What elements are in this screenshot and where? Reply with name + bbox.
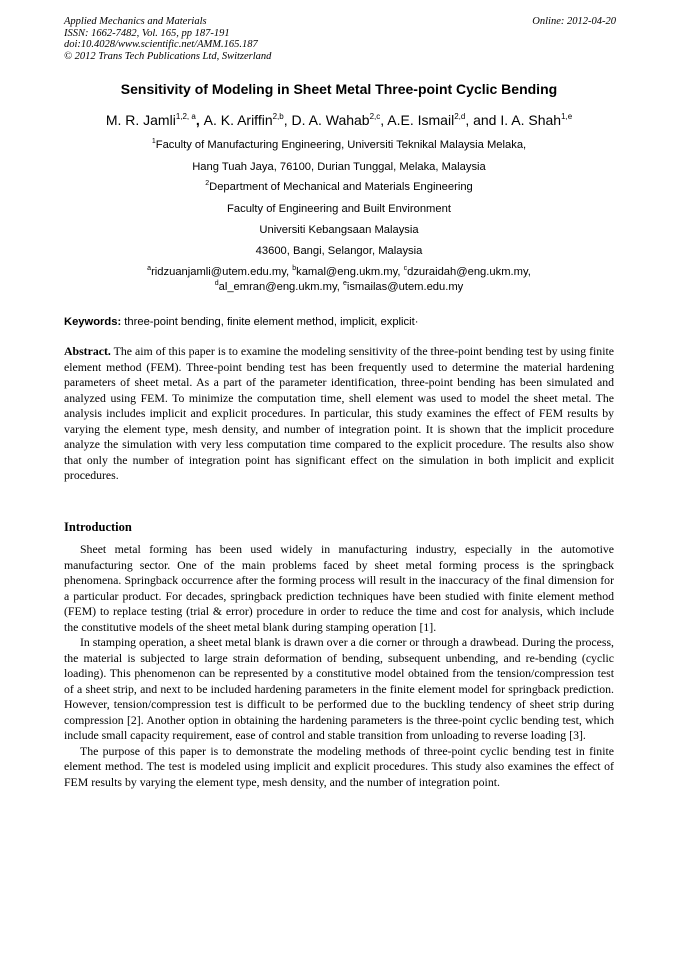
affiliation-2-line-1 — [40, 180, 638, 194]
email-line-2 — [40, 280, 638, 294]
email-mark: b — [292, 265, 297, 272]
author-list — [30, 112, 648, 128]
affiliation-1-line-1 — [40, 138, 638, 152]
email-address[interactable]: al_emran@eng.ukm.my, — [218, 281, 343, 293]
issn-line: ISSN: 1662-7482, Vol. 165, pp 187-191 — [64, 27, 230, 39]
paragraph: In stamping operation, a sheet metal blank is drawn over a die corner or through a drawbead. During the process, the material is subjected to large strain deformation of bending, subsequent unbending, and re-bending (cyclic loading). This phenomenon can be represented by a constitutive model obtained from the tension/compression test of a sheet strip, and next to be included hardening parameters in the finite element model for springback prediction. However, tension/compression test is difficult to be performed due to the buckling tendency of sheet strip during compression [2]. Another option in obtaining the hardening parameters is the three-point cyclic bending test, which include small capacity requirement, ease of control and stable transition from unloading to reverse loading [3]. — [64, 635, 614, 742]
copyright-line: © 2012 Trans Tech Publications Ltd, Switzerland — [64, 50, 272, 62]
affiliation-mark: 2 — [205, 180, 210, 187]
author-affiliation-mark: 2,c — [369, 112, 381, 121]
author-name: D. A. Wahab — [291, 112, 370, 128]
paper-title: Sensitivity of Modeling in Sheet Metal Three-point Cyclic Bending — [120, 81, 558, 97]
affiliation-text: Faculty of Manufacturing Engineering, Universiti Teknikal Malaysia Melaka, — [155, 139, 527, 151]
author-separator: , — [283, 112, 292, 128]
email-line-1 — [40, 265, 638, 279]
abstract-text: The aim of this paper is to examine the modeling sensitivity of the three-point bending test by using finite element method (FEM). Three-point bending test has been frequently used to determine the material hardening parameters of sheet metal. As a part of the parameter identification, three-point bending has been simulated and analyzed using FEM. To minimize the computation time, shell element was used to model the sheet metal. The analysis includes implicit and explicit procedures. In particular, this study examines the effect of FEM results by varying the element type, mesh density, and number of integration point. It is shown that the implicit procedure analyze the simulation with very less computation time compared to the explicit procedure. The results also show that only the number of integration point has significant effect on the simulation in both implicit and explicit procedures. — [64, 344, 614, 483]
paragraph: Sheet metal forming has been used widely in manufacturing industry, especially in the automotive manufacturing sector. One of the main problems faced by sheet metal forming process is the springback phenomena. Springback occurrence after the forming process will result in the inaccuracy of the final dimension for a particular product. For decades, springback prediction techniques have been studied with finite element method (FEM) to replace testing (trial & error) procedure in order to reduce the time and cost for analysis, which include the constitutive models of the sheet metal blank during stamping operation [1]. — [64, 542, 614, 634]
email-mark: c — [403, 265, 408, 272]
affiliation-2-line-4: 43600, Bangi, Selangor, Malaysia — [255, 245, 423, 257]
paragraph: The purpose of this paper is to demonstrate the modeling methods of three-point cyclic bending test in finite element method. The test is modeled using implicit and explicit procedures. This study also examines the effect of FEM results by varying the element type, mesh density, and the number of integration point. — [64, 743, 614, 789]
journal-header — [64, 16, 616, 62]
email-mark: e — [342, 280, 347, 287]
author-name: A. K. Ariffin — [203, 112, 273, 128]
keywords — [64, 316, 624, 328]
journal-name: Applied Mechanics and Materials — [64, 16, 207, 27]
author-name: I. A. Shah — [500, 112, 562, 128]
author-affiliation-mark: 2,b — [272, 112, 284, 121]
keywords-label: Keywords: — [64, 316, 122, 328]
abstract-label: Abstract. — [64, 344, 111, 358]
online-date: Online: 2012-04-20 — [532, 16, 616, 27]
author-name: A.E. Ismail — [387, 112, 455, 128]
affiliation-2-line-2: Faculty of Engineering and Built Environment — [227, 203, 451, 215]
abstract — [64, 344, 614, 484]
email-mark: d — [214, 280, 219, 287]
keywords-text: three-point bending, finite element method, implicit, explicit· — [121, 316, 419, 328]
affiliation-mark: 1 — [151, 138, 156, 145]
author-separator: , — [195, 112, 204, 128]
section-heading-introduction: Introduction — [64, 520, 132, 534]
email-address[interactable]: ridzuanjamli@utem.edu.my, — [151, 266, 293, 278]
affiliation-2-line-3: Universiti Kebangsaan Malaysia — [259, 224, 419, 236]
email-address[interactable]: dzuraidah@eng.ukm.my, — [407, 266, 531, 278]
email-address[interactable]: kamal@eng.ukm.my, — [296, 266, 404, 278]
affiliation-1-line-2: Hang Tuah Jaya, 76100, Durian Tunggal, Melaka, Malaysia — [192, 161, 486, 173]
author-affiliation-mark: 1,2, a — [175, 112, 196, 121]
author-name: M. R. Jamli — [105, 112, 176, 128]
author-affiliation-mark: 1,e — [561, 112, 573, 121]
doi-line: doi:10.4028/www.scientific.net/AMM.165.187 — [64, 39, 258, 50]
email-address[interactable]: ismailas@utem.edu.my — [346, 281, 464, 293]
email-mark: a — [147, 265, 152, 272]
introduction-body — [64, 542, 614, 790]
affiliation-text: Department of Mechanical and Materials Engineering — [209, 181, 473, 193]
author-affiliation-mark: 2,d — [454, 112, 466, 121]
author-separator: , and — [465, 112, 501, 128]
author-separator: , — [380, 112, 388, 128]
